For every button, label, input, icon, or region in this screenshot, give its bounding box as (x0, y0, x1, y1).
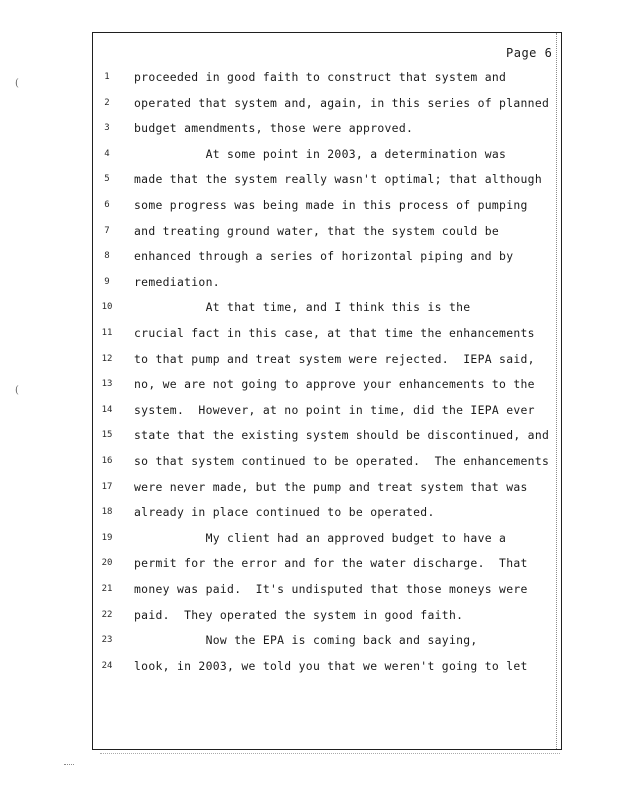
transcript-line: made that the system really wasn't optimal; that although (134, 172, 542, 187)
transcript-line: system. However, at no point in time, did the IEPA ever (134, 402, 535, 417)
transcript-line: At that time, and I think this is the (134, 300, 471, 315)
line-number: 13 (101, 379, 113, 390)
line-number: 10 (101, 302, 113, 313)
line-number: 6 (104, 200, 110, 210)
line-number: 3 (104, 123, 110, 134)
line-number: 11 (101, 328, 113, 338)
line-number: 22 (101, 609, 113, 620)
transcript-line: no, we are not going to approve your enhancements to the (134, 377, 535, 392)
margin-mark: ( (15, 78, 19, 89)
line-number: 1 (104, 72, 110, 82)
line-number: 18 (101, 507, 113, 518)
line-number: 17 (101, 481, 113, 492)
transcript-line: crucial fact in this case, at that time the enhancements (134, 326, 535, 340)
line-number: 20 (101, 558, 113, 569)
transcript-line: were never made, but the pump and treat system that was (134, 479, 528, 494)
line-number: 19 (101, 532, 113, 543)
transcript-line: to that pump and treat system were rejected. IEPA said, (134, 351, 535, 366)
line-number: 7 (104, 225, 110, 236)
line-number: 2 (104, 97, 110, 108)
line-number: 23 (101, 635, 113, 646)
transcript-line: so that system continued to be operated. The enhancements (134, 454, 550, 468)
transcript-line: money was paid. It's undisputed that those moneys were (134, 582, 528, 596)
transcript-line: Now the EPA is coming back and saying, (134, 633, 478, 648)
line-number: 21 (101, 584, 113, 594)
page-number: Page 6 (506, 46, 553, 60)
scan-mark (64, 764, 74, 765)
footer-rule (100, 753, 560, 757)
transcript-line: state that the existing system should be discontinued, and (134, 428, 550, 443)
transcript-line: permit for the error and for the water discharge. That (134, 556, 528, 571)
line-number: 14 (101, 404, 113, 415)
line-number: 12 (101, 353, 113, 364)
margin-mark: ( (15, 385, 19, 396)
transcript-line: look, in 2003, we told you that we weren't going to let (134, 658, 528, 673)
transcript-line: paid. They operated the system in good faith. (134, 607, 464, 622)
transcript-line: some progress was being made in this process of pumping (134, 198, 528, 212)
transcript-line: proceeded in good faith to construct that system and (134, 70, 507, 84)
line-number: 15 (101, 430, 113, 441)
transcript-line: At some point in 2003, a determination was (134, 146, 507, 161)
transcript-line: budget amendments, those were approved. (134, 121, 414, 136)
line-number: 5 (104, 174, 110, 185)
line-number: 8 (104, 251, 110, 262)
transcript-line: remediation. (134, 274, 220, 289)
line-number: 4 (104, 148, 110, 159)
line-number: 16 (101, 456, 113, 466)
transcript-line: already in place continued to be operated. (134, 505, 435, 520)
transcript-line: My client had an approved budget to have a (134, 530, 507, 545)
line-number: 24 (101, 660, 113, 671)
transcript-line: enhanced through a series of horizontal piping and by (134, 249, 514, 264)
transcript-line: and treating ground water, that the system could be (134, 223, 500, 238)
transcript-line: operated that system and, again, in this series of planned (134, 95, 550, 110)
line-number: 9 (104, 276, 110, 287)
